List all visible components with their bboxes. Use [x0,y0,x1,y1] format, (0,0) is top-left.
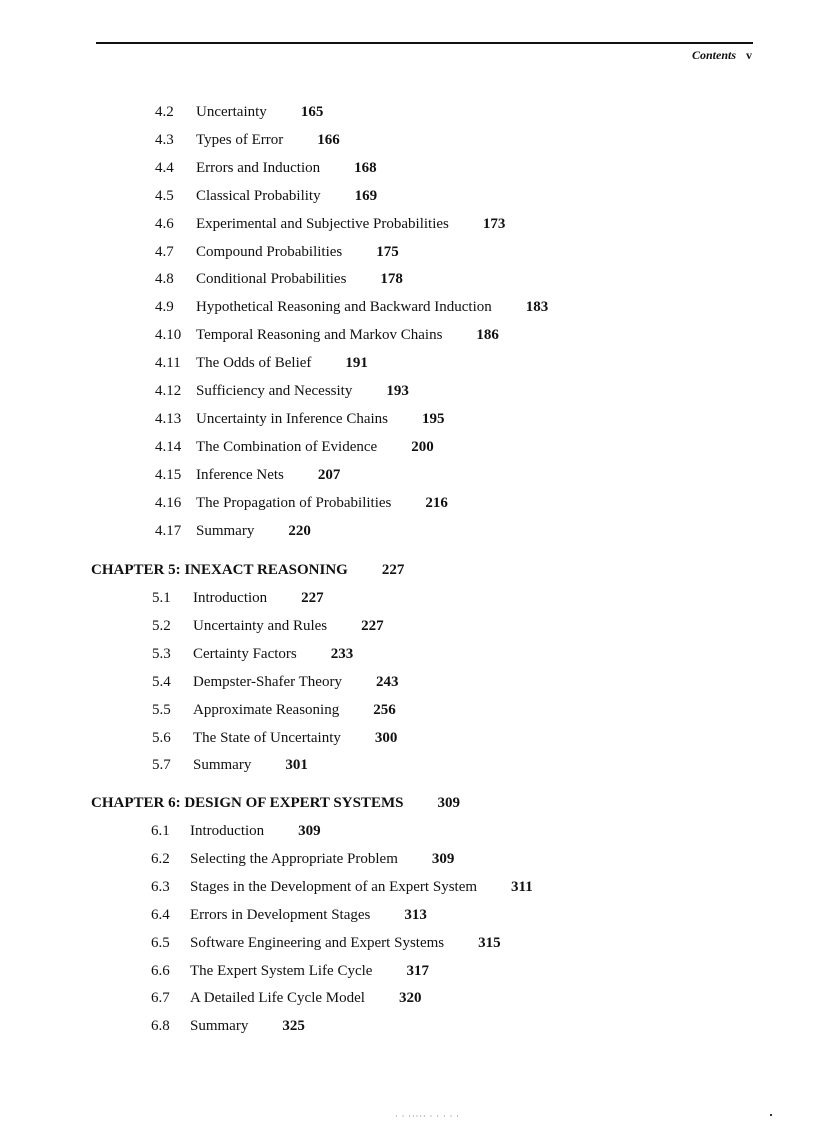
section-title: Uncertainty [196,104,267,120]
toc-entry [155,159,377,177]
page-number: 166 [317,131,340,148]
section-number: 6.8 [151,1018,170,1035]
page-number: 165 [300,104,324,120]
chapter-heading [91,561,404,579]
toc-entry [152,729,398,747]
section-number: 6.5 [151,934,170,951]
entry-text [196,438,434,456]
entry-text [196,410,445,428]
section-number: 5.2 [152,617,171,634]
toc-entry [151,934,501,952]
chapter-heading [91,794,460,812]
section-number: 4.16 [155,494,182,511]
section-number: 5.5 [152,701,171,718]
section-number: 4.4 [155,159,174,176]
toc-entry [155,131,340,149]
section-title: Selecting the Appropriate Problem [190,850,398,867]
entry-text [190,934,501,952]
running-head [692,48,752,63]
section-number: 4.9 [155,299,174,316]
header-rule [96,42,753,44]
toc-entry [152,756,308,774]
section-number: 4.13 [155,410,182,427]
page-number: 311 [511,878,533,895]
entry-text [193,645,353,663]
section-number: 4.14 [155,438,182,455]
section-title: The Expert System Life Cycle [190,962,373,979]
toc-entry [155,410,445,428]
page-number: 183 [525,299,549,316]
section-number: 4.3 [155,131,174,148]
section-number: 4.5 [155,187,174,204]
page-number: 207 [317,466,341,483]
page-number: 320 [398,990,422,1007]
page-number: 325 [282,1018,305,1035]
section-number: 4.17 [155,522,182,539]
page-number: 301 [285,757,308,774]
page-number: 317 [406,962,429,979]
toc-entry [155,466,341,484]
section-title: Introduction [193,590,268,606]
section-number: 5.4 [152,673,171,690]
entry-text [196,326,499,344]
section-number: 6.4 [151,906,170,923]
section-title: Temporal Reasoning and Markov Chains [196,327,443,344]
page-number: 191 [345,355,368,372]
section-number: 4.6 [155,215,174,232]
entry-text [193,617,384,635]
section-title: Uncertainty and Rules [193,617,328,634]
section-number: 5.1 [152,590,171,606]
section-title: Approximate Reasoning [193,701,340,718]
entry-text [196,131,340,149]
page-number: 227 [361,617,384,634]
entry-text [196,270,403,288]
page-number: 186 [476,327,499,344]
section-number: 6.6 [151,962,170,979]
page-number: 173 [482,215,506,232]
page-number: 233 [330,645,354,662]
toc-entry [151,906,427,924]
section-title: Conditional Probabilities [196,271,347,288]
entry-text [196,159,377,177]
section-number: 5.3 [152,645,171,662]
entry-text [190,906,427,924]
toc-entry [151,878,533,896]
section-number: 4.15 [155,466,182,483]
toc-entry [155,187,378,205]
page-number: 195 [422,410,445,427]
section-number: 4.8 [155,271,174,288]
toc-entry [155,522,311,540]
scan-artifact-dot [770,1114,772,1116]
section-title: Classical Probability [196,187,321,204]
page-number: 309 [431,850,455,867]
section-title: Introduction [190,823,265,839]
entry-text [190,989,421,1007]
section-title: Compound Probabilities [196,243,343,260]
section-title: Summary [196,522,255,539]
section-title: The Combination of Evidence [196,438,378,455]
page-number: 193 [386,383,409,399]
section-number: 4.2 [155,104,174,120]
toc-entry [151,1017,305,1035]
toc-entry [155,382,409,400]
section-title: Errors in Development Stages [190,906,371,923]
entry-text [196,215,505,233]
section-title: Experimental and Subjective Probabilities [196,215,449,232]
toc-entry [155,103,324,121]
entry-text [196,354,368,372]
page-number: 169 [354,187,378,204]
page-number: 227 [301,590,324,606]
section-number: 5.7 [152,757,171,774]
section-number: 6.2 [151,850,170,867]
entry-text [196,103,323,121]
page-number: 313 [404,906,427,923]
entry-text [193,701,396,719]
entry-text [196,298,548,316]
page-number: 309 [298,823,321,839]
page-number: 256 [373,701,396,718]
section-title: Sufficiency and Necessity [196,383,353,399]
toc-entry [152,589,324,607]
chapter-title: CHAPTER 5: INEXACT REASONING [91,562,348,578]
section-title: Uncertainty in Inference Chains [196,410,389,427]
toc-entry [155,354,368,372]
toc-entry [151,850,455,868]
toc-entry [152,701,396,719]
toc-entry [151,962,429,980]
page-number: 220 [288,522,311,539]
toc-entry [155,494,448,512]
section-number: 4.7 [155,243,174,260]
section-title: Stages in the Development of an Expert System [190,878,478,895]
chapter-page-number: 309 [437,795,460,811]
section-title: The Odds of Belief [196,355,312,372]
entry-text [193,756,308,774]
running-title: Contents [691,48,736,62]
page-number: 168 [354,159,377,176]
section-title: Summary [193,757,252,774]
toc-entry [155,215,506,233]
chapter-page-number: 227 [381,562,405,578]
section-title: Errors and Induction [196,159,321,176]
section-number: 4.10 [155,327,182,344]
toc-entry [155,243,399,261]
section-title: Dempster-Shafer Theory [193,673,342,690]
entry-text [193,673,398,691]
entry-text [190,822,321,840]
section-number: 6.1 [151,823,170,839]
section-title: Inference Nets [196,466,284,483]
section-number: 4.11 [155,355,181,372]
section-title: The Propagation of Probabilities [196,494,392,511]
page-number: 300 [374,729,398,746]
page-number: 175 [376,243,399,260]
toc-entry [155,298,549,316]
scan-artifact: · · ····· · · · · · [395,1112,460,1121]
toc-entry [155,270,403,288]
page-number: 315 [478,934,501,951]
section-title: A Detailed Life Cycle Model [190,990,365,1007]
section-title: Software Engineering and Expert Systems [190,934,445,951]
entry-text [190,1017,305,1035]
page-number: v [746,48,752,62]
section-number: 4.12 [155,383,182,399]
page-number: 243 [375,673,399,690]
section-title: Certainty Factors [193,645,297,662]
entry-text [190,962,429,980]
entry-text [196,522,311,540]
section-title: The State of Uncertainty [193,729,341,746]
entry-text [190,850,454,868]
section-number: 6.7 [151,990,170,1007]
toc-entry [152,617,384,635]
toc-entry [155,438,434,456]
entry-text [196,466,340,484]
section-title: Summary [190,1018,249,1035]
entry-text [193,589,324,607]
page-number: 216 [425,494,448,511]
entry-text [196,494,448,512]
section-title: Types of Error [196,131,284,148]
section-number: 6.3 [151,878,170,895]
toc-entry [151,822,321,840]
toc-entry [155,326,499,344]
toc-entry [151,989,422,1007]
toc-entry [152,645,354,663]
section-number: 5.6 [152,729,171,746]
section-title: Hypothetical Reasoning and Backward Induction [196,299,492,316]
chapter-title: CHAPTER 6: DESIGN OF EXPERT SYSTEMS [91,795,404,811]
entry-text [190,878,533,896]
page-number: 200 [411,438,434,455]
page-number: 178 [380,271,403,288]
entry-text [193,729,397,747]
entry-text [196,382,409,400]
entry-text [196,187,377,205]
toc-entry [152,673,399,691]
entry-text [196,243,399,261]
